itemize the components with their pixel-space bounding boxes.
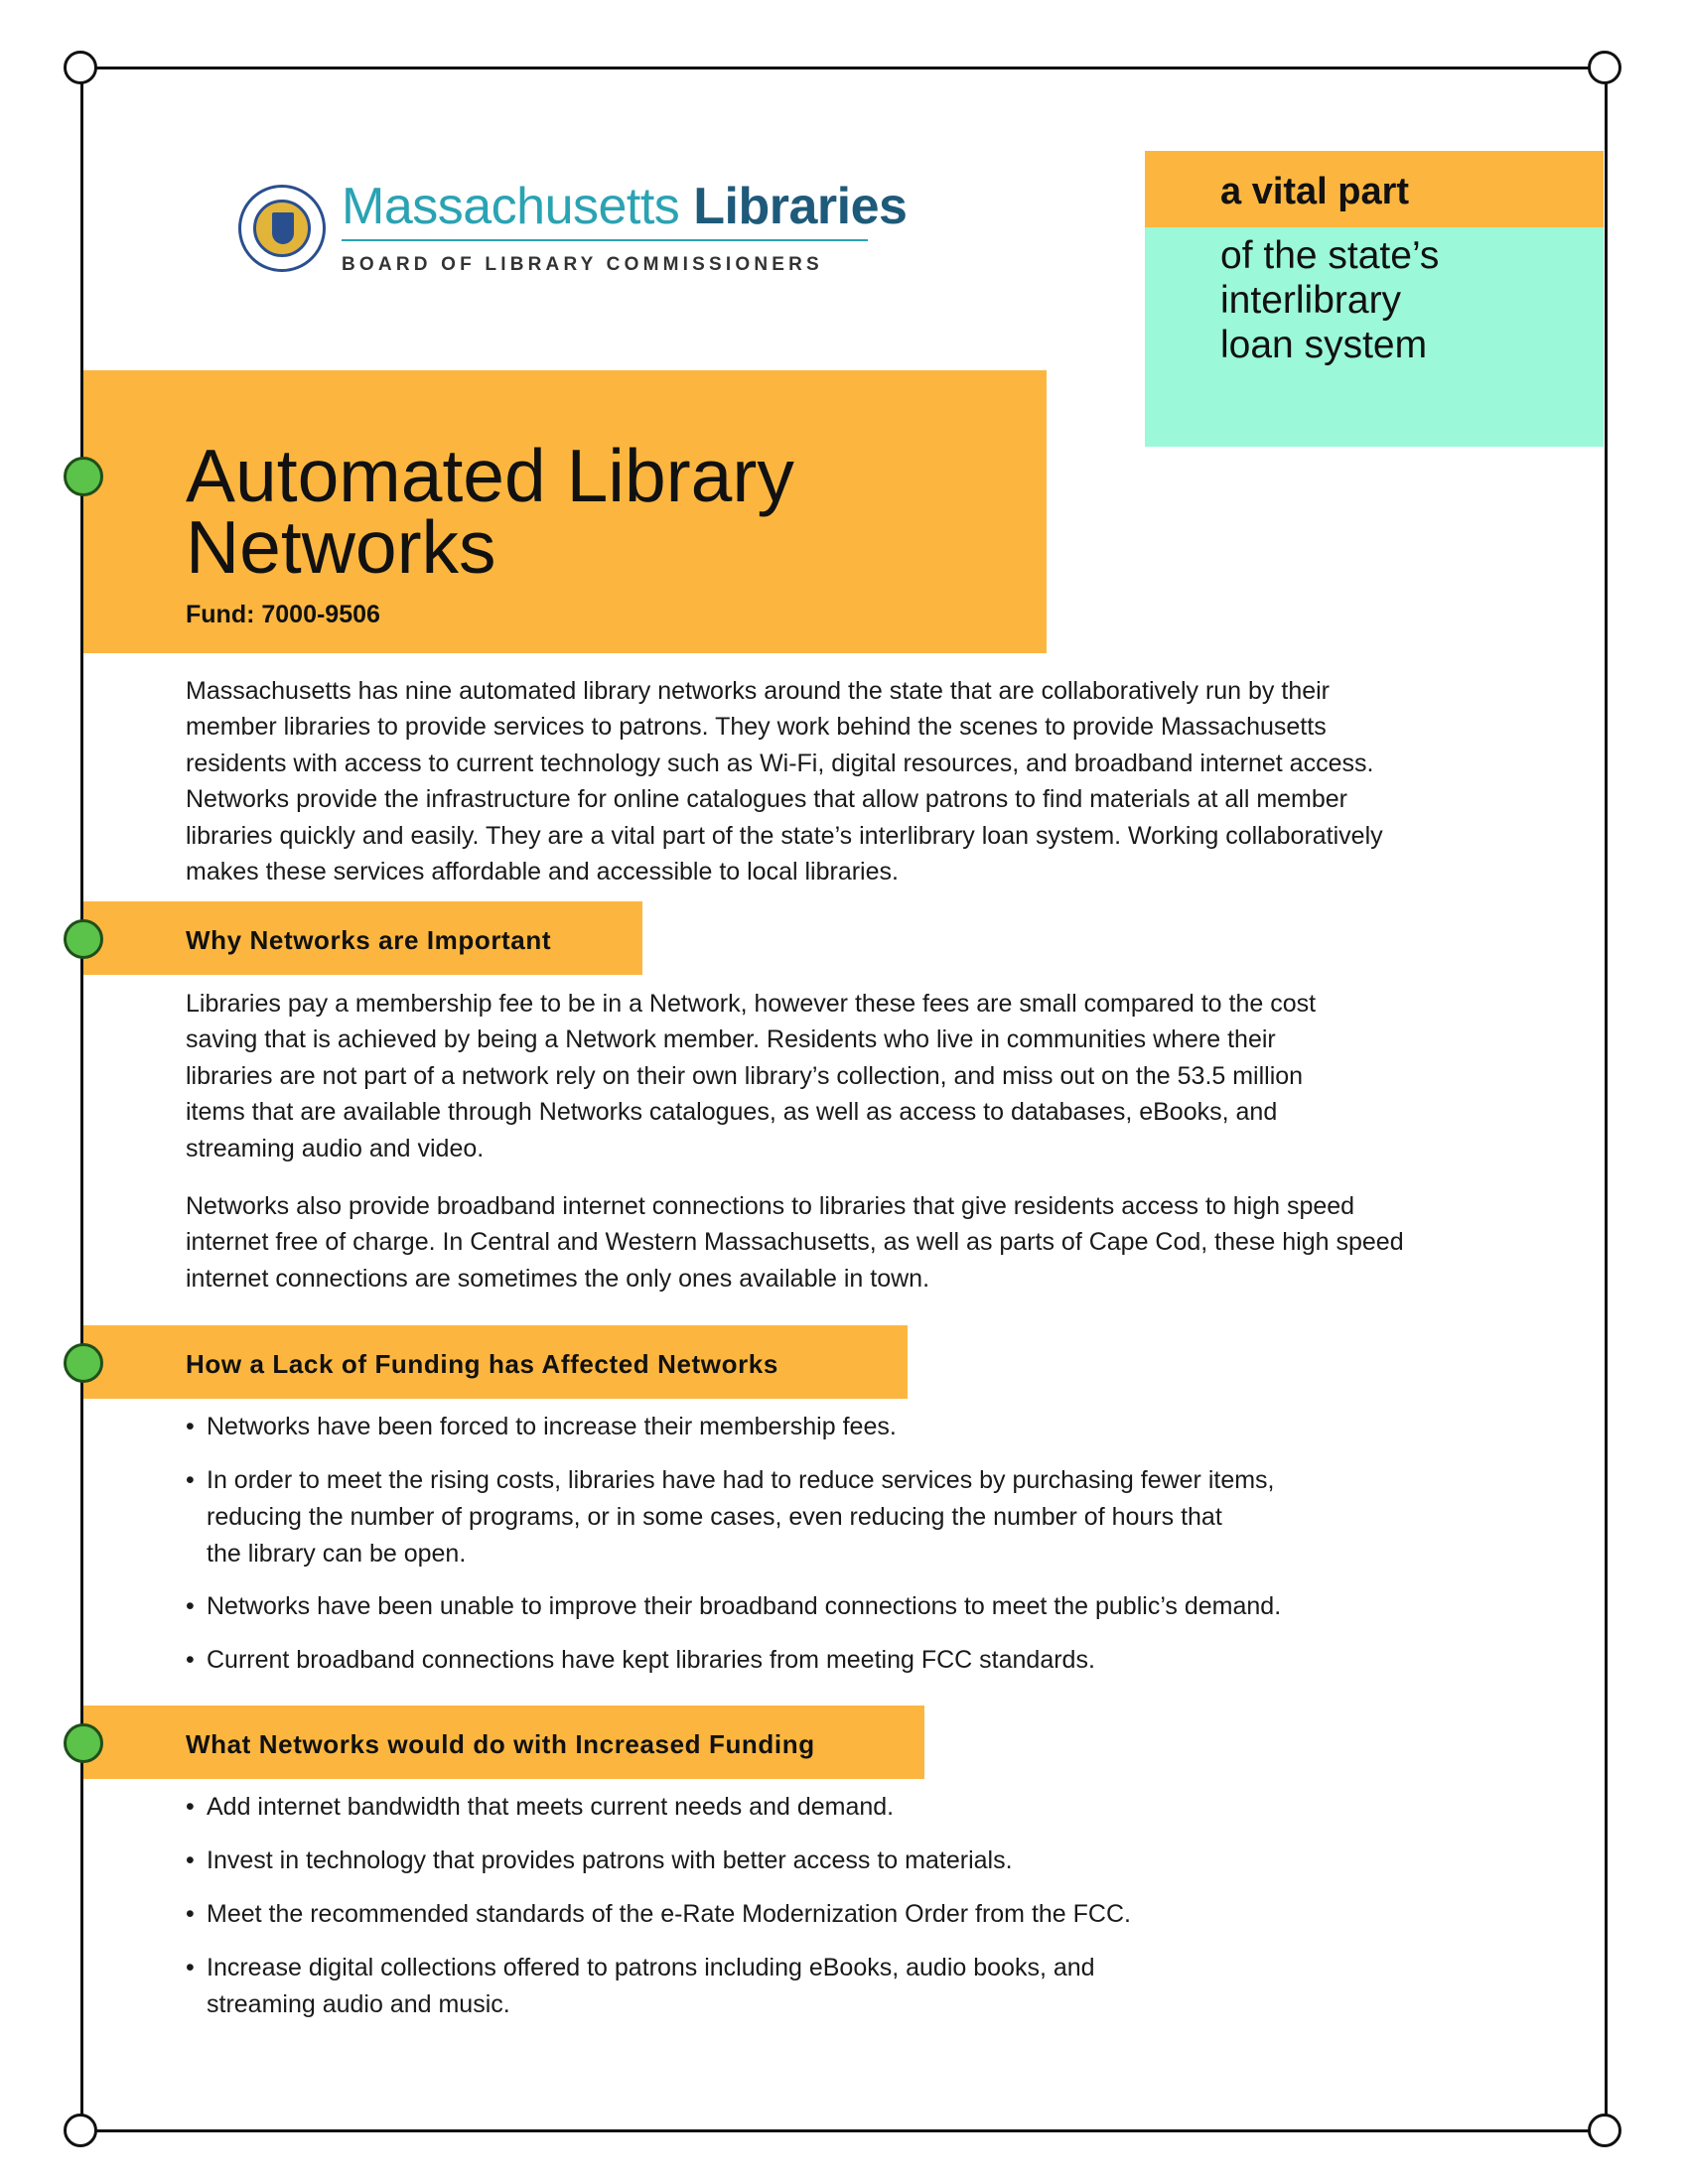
- callout-line: loan system: [1220, 324, 1428, 366]
- bullet-glyph: •: [186, 1413, 195, 1440]
- text-line: Current broadband connections have kept libraries from meeting FCC standards.: [207, 1646, 1095, 1674]
- logo-subtitle: BOARD OF LIBRARY COMMISSIONERS: [342, 254, 823, 275]
- section-marker-dot: [64, 919, 103, 959]
- text-line: libraries are not part of a network rely on their own library’s collection, and miss out on the 53.5 million: [186, 1061, 1304, 1090]
- section-heading-bar: [83, 901, 642, 975]
- text-line: reducing the number of programs, or in some cases, even reducing the number of hours that: [207, 1503, 1222, 1531]
- callout-title: a vital part: [1220, 171, 1410, 212]
- text-line: In order to meet the rising costs, libraries have had to reduce services by purchasing fewer items,: [207, 1466, 1275, 1494]
- title-banner: [83, 370, 1047, 653]
- bullet-glyph: •: [186, 1466, 195, 1494]
- section-marker-dot: [64, 1343, 103, 1383]
- page-title-line: Networks: [186, 505, 496, 589]
- text-line: internet free of charge. In Central and Western Massachusetts, as well as parts of Cape Cod, these high speed: [186, 1228, 1404, 1257]
- text-line: Add internet bandwidth that meets current needs and demand.: [207, 1793, 895, 1821]
- text-line: Networks have been unable to improve their broadband connections to meet the public’s demand.: [207, 1592, 1282, 1620]
- text-line: Networks provide the infrastructure for online catalogues that allow patrons to find materials at all member: [186, 785, 1348, 814]
- bullet-glyph: •: [186, 1900, 195, 1928]
- text-line: streaming audio and music.: [207, 1990, 510, 2018]
- state-seal-icon: [238, 185, 326, 272]
- text-line: the library can be open.: [207, 1540, 467, 1568]
- callout-body-box: [1145, 227, 1604, 447]
- text-line: residents with access to current technology such as Wi-Fi, digital resources, and broadband internet access.: [186, 749, 1374, 777]
- frame-top-line: [81, 67, 1607, 69]
- section-heading: What Networks would do with Increased Funding: [186, 1729, 815, 1759]
- bullet-glyph: •: [186, 1646, 195, 1674]
- callout-heading-box: [1145, 151, 1604, 227]
- logo-title: Massachusetts Libraries: [342, 178, 908, 235]
- text-line: internet connections are sometimes the only ones available in town.: [186, 1264, 930, 1293]
- text-line: Meet the recommended standards of the e-Rate Modernization Order from the FCC.: [207, 1900, 1131, 1928]
- section-heading: Why Networks are Important: [186, 925, 552, 955]
- bullet-glyph: •: [186, 1592, 195, 1620]
- page-title: [186, 434, 794, 589]
- section-heading-bar: [83, 1325, 908, 1399]
- bullet-glyph: •: [186, 1954, 195, 1981]
- section-heading-bar: [83, 1706, 924, 1779]
- frame-bottom-line: [81, 2129, 1607, 2132]
- frame-right-line: [1605, 68, 1608, 2132]
- corner-circle-top-left: [64, 51, 97, 84]
- text-line: streaming audio and video.: [186, 1134, 485, 1162]
- text-line: Invest in technology that provides patrons with better access to materials.: [207, 1846, 1013, 1874]
- corner-circle-bottom-right: [1588, 2114, 1621, 2147]
- bullet-glyph: •: [186, 1793, 195, 1821]
- text-line: Networks have been forced to increase their membership fees.: [207, 1413, 897, 1440]
- section-heading: How a Lack of Funding has Affected Networks: [186, 1349, 778, 1379]
- text-line: saving that is achieved by being a Network member. Residents who live in communities where their: [186, 1025, 1276, 1054]
- corner-circle-bottom-left: [64, 2114, 97, 2147]
- bullet-glyph: •: [186, 1846, 195, 1874]
- logo-divider: [342, 239, 868, 241]
- section1-paragraph-1: [186, 986, 1576, 1166]
- callout-text: [1220, 233, 1439, 367]
- text-line: libraries quickly and easily. They are a vital part of the state’s interlibrary loan system. Working collaboratively: [186, 821, 1383, 850]
- section-marker-dot: [64, 457, 103, 496]
- callout-line: interlibrary: [1220, 279, 1402, 322]
- text-line: Increase digital collections offered to patrons including eBooks, audio books, and: [207, 1954, 1095, 1981]
- text-line: items that are available through Networks catalogues, as well as access to databases, eBooks, and: [186, 1098, 1278, 1127]
- intro-paragraph: [186, 673, 1576, 889]
- text-line: Networks also provide broadband internet connections to libraries that give residents access to high speed: [186, 1192, 1355, 1220]
- text-line: makes these services affordable and accessible to local libraries.: [186, 858, 899, 887]
- corner-circle-top-right: [1588, 51, 1621, 84]
- section1-paragraph-2: [186, 1188, 1576, 1297]
- section-marker-dot: [64, 1723, 103, 1763]
- fund-number: Fund: 7000-9506: [186, 601, 380, 628]
- text-line: Libraries pay a membership fee to be in a Network, however these fees are small compared to the cost: [186, 990, 1317, 1018]
- callout-line: of the state’s: [1220, 234, 1440, 277]
- text-line: member libraries to provide services to patrons. They work behind the scenes to provide Massachusetts: [186, 713, 1327, 742]
- page-title-line: Automated Library: [186, 434, 794, 517]
- text-line: Massachusetts has nine automated library networks around the state that are collaboratively run by their: [186, 677, 1331, 705]
